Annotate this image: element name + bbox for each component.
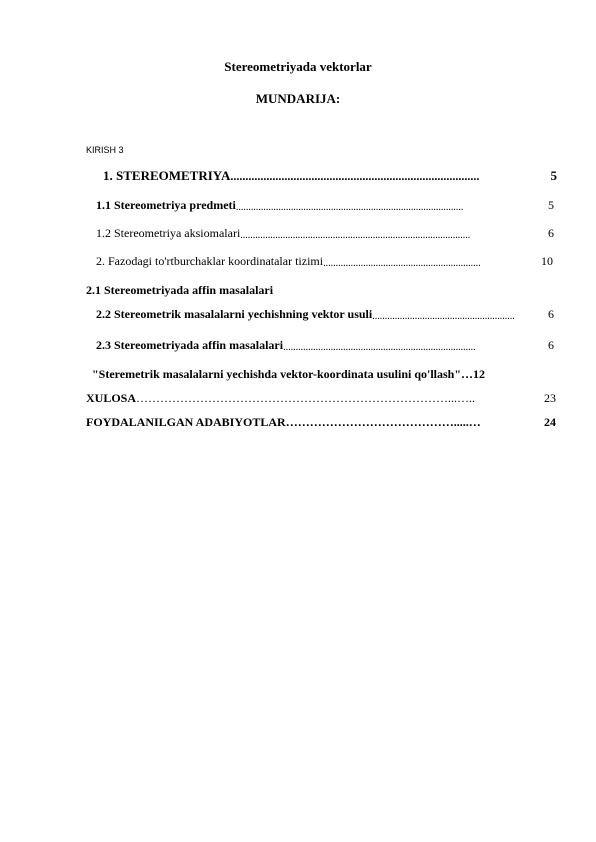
toc-entry-text: 1. STEREOMETRIYA (103, 168, 231, 183)
toc-page-number: 5 (548, 198, 554, 212)
toc-page-number: 23 (544, 391, 556, 405)
document-title: Stereometriyada vektorlar (224, 59, 372, 74)
toc-leader: ................................................................................... (230, 169, 480, 183)
toc-page-number: 6 (548, 307, 554, 321)
toc-entry-text: 1.1 Stereometriya predmeti (96, 198, 236, 212)
toc-entry-text: XULOSA (86, 391, 137, 405)
toc-leader: ............................................................................................ (240, 230, 471, 241)
toc-page-number: 12 (473, 367, 486, 381)
toc-leader: ......................................................... (372, 311, 515, 322)
toc-entry-text: 2. Fazodagi to'rtburchaklar koordinatalar tizimi (96, 254, 324, 268)
toc-entry-adabiyotlar[interactable] (86, 414, 556, 430)
toc-entry-text: 1.2 Stereometriya aksiomalari (96, 226, 241, 240)
toc-leader: ……………………………………………………………………...….. (136, 391, 476, 405)
toc-entry-stereometriya[interactable] (103, 168, 557, 184)
toc-entry-koordinatalar[interactable] (96, 253, 553, 269)
toc-entry-text: 2.1 Stereometriyada affin masalalari (86, 283, 274, 297)
toc-page-number: 24 (544, 415, 556, 429)
intro-entry: KIRISH 3 (86, 145, 124, 155)
toc-leader: ............................................................... (323, 258, 481, 269)
toc-entry-vektor-usuli[interactable] (96, 306, 554, 322)
toc-entry-text: FOYDALANILGAN ADABIYOTLAR (86, 415, 286, 429)
toc-entry-xulosa[interactable] (86, 390, 556, 406)
toc-entry-vektor-koordinata[interactable] (92, 366, 554, 382)
toc-leader: ........................................................................................... (235, 202, 464, 213)
toc-entry-text: 2.3 Stereometriyada affin masalalari (96, 338, 284, 352)
toc-entry-text: "Steremetrik masalalarni yechishda vektor-koordinata usulini qo'llash"… (92, 367, 474, 381)
toc-page-number: 5 (550, 168, 557, 183)
toc-entry-predmeti[interactable] (96, 197, 554, 213)
toc-page-number: 6 (548, 226, 554, 240)
toc-entry-affin-2-3[interactable] (96, 337, 554, 353)
toc-page-number: 10 (541, 254, 553, 268)
contents-heading: MUNDARIJA: (255, 91, 341, 106)
toc-leader: …………………………………….....… (285, 415, 481, 429)
toc-entry-affin-2-1[interactable] (86, 282, 386, 298)
toc-page-number: 6 (548, 338, 554, 352)
toc-leader: ............................................................................. (283, 342, 476, 353)
toc-entry-aksiomalari[interactable] (96, 225, 554, 241)
toc-entry-text: 2.2 Stereometrik masalalarni yechishning vektor usuli (96, 307, 373, 321)
